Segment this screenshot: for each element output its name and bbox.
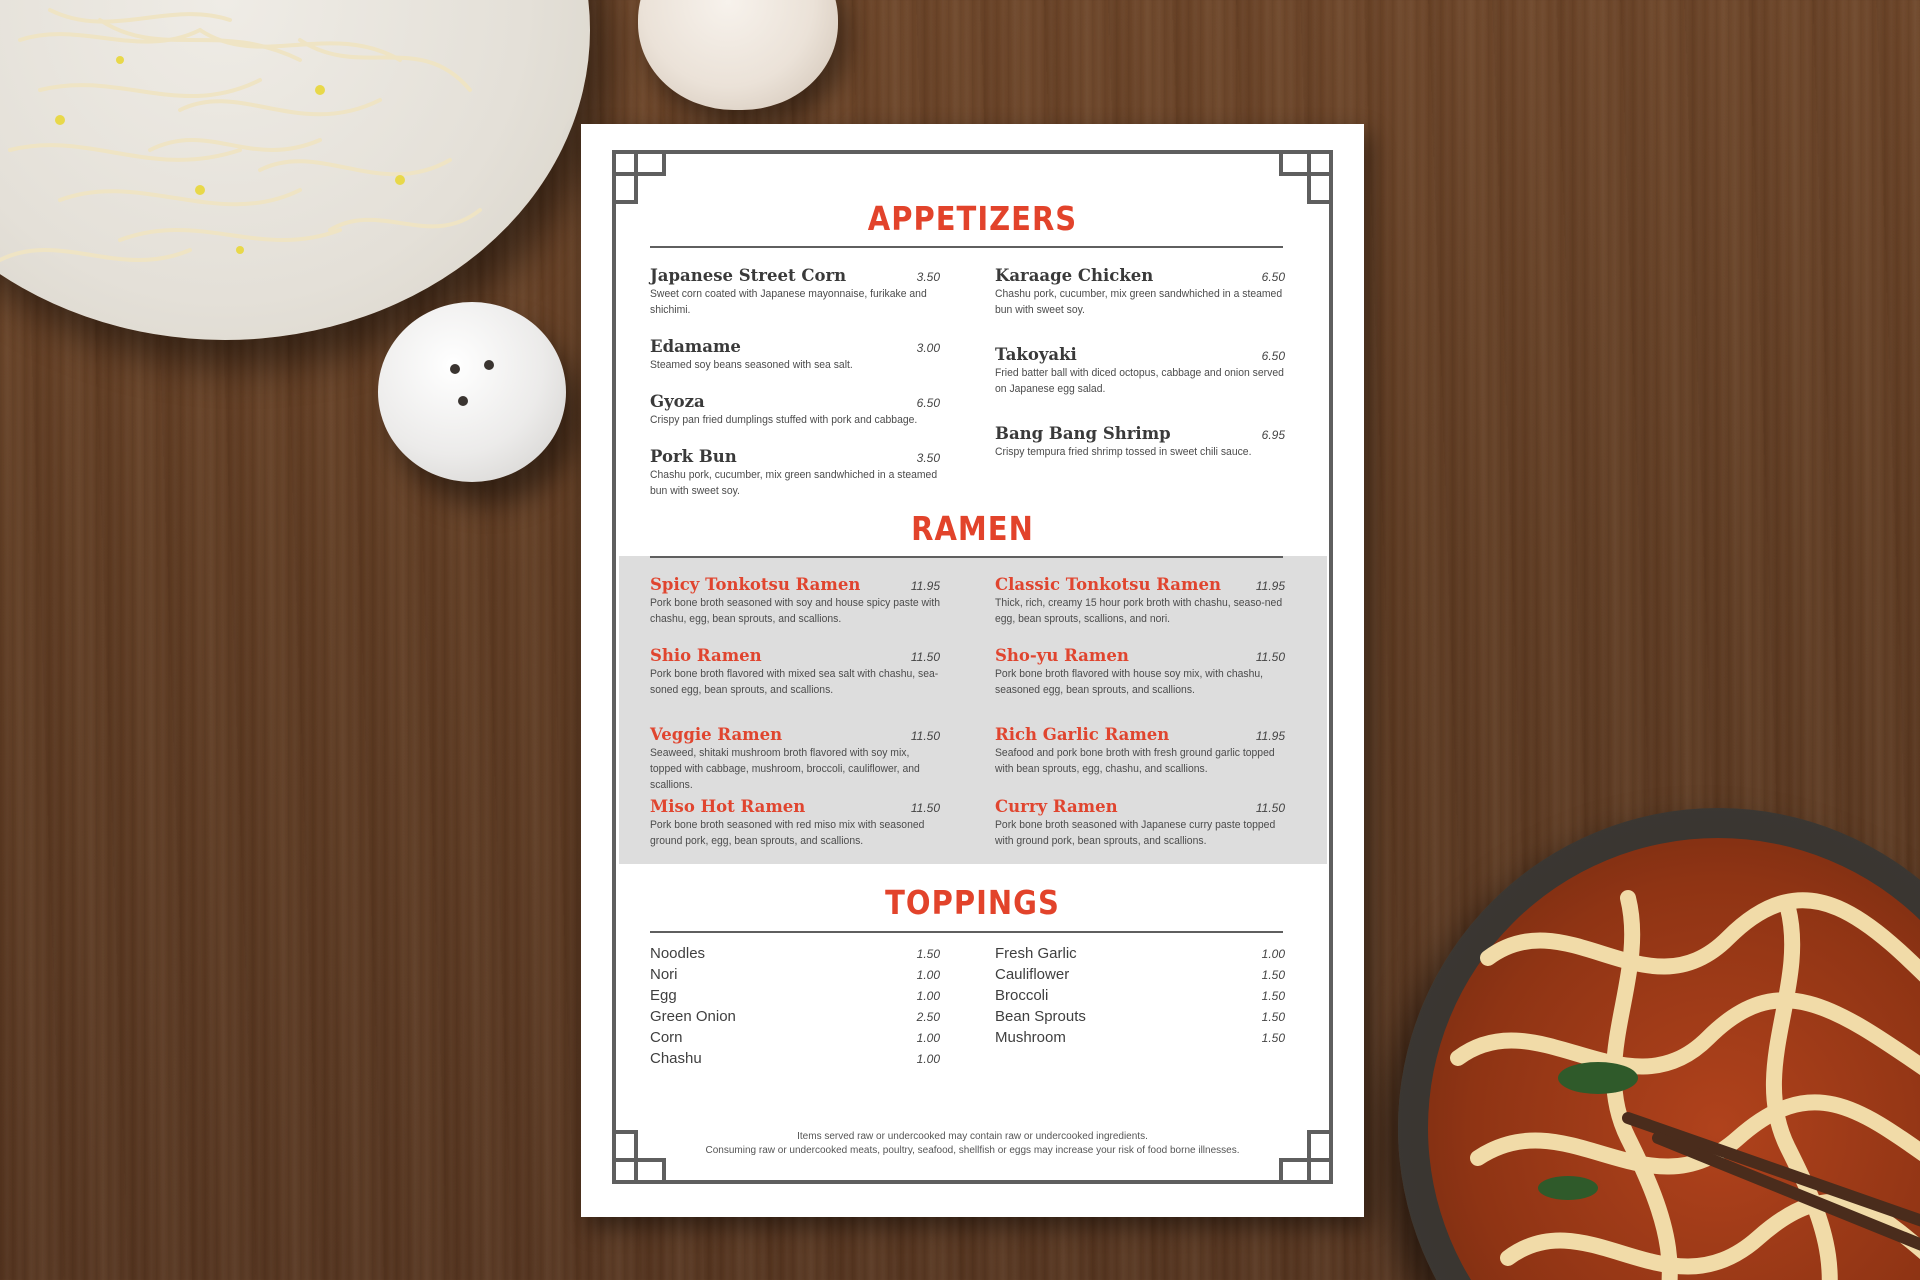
item-description: Crispy pan fried dumplings stuffed with pork and cabbage. [650, 414, 918, 426]
topping-row [995, 945, 1285, 965]
topping-row [650, 966, 940, 986]
item-name: Sho-yu Ramen [995, 646, 1129, 665]
item-description: Pork bone broth seasoned with soy and house spicy paste with chashu, egg, bean sprouts, and scallions. [650, 597, 941, 625]
item-description: Crispy tempura fried shrimp tossed in sweet chili sauce. [995, 446, 1252, 458]
salt-shaker [378, 302, 566, 482]
item-description: Chashu pork, cucumber, mix green sandwhiched in a steamed bun with sweet soy. [650, 469, 938, 497]
item-name: Japanese Street Corn [650, 266, 847, 285]
item-name: Karaage Chicken [995, 266, 1154, 285]
topping-price: 1.00 [1261, 947, 1285, 961]
item-description: Thick, rich, creamy 15 hour pork broth with chashu, seaso-ned egg, bean sprouts, scallions, and nori. [995, 597, 1283, 625]
appetizers-heading: APPETIZERS [867, 199, 1078, 239]
item-price: 3.50 [916, 451, 940, 465]
item-name: Gyoza [650, 392, 705, 411]
item-price: 6.50 [1261, 349, 1285, 363]
topping-price: 1.50 [1261, 968, 1285, 982]
topping-name: Noodles [650, 945, 706, 962]
topping-name: Green Onion [650, 1008, 736, 1025]
item-price: 11.95 [1255, 729, 1285, 743]
topping-name: Nori [650, 966, 678, 983]
disclaimer-line-1: Items served raw or undercooked may contain raw or undercooked ingredients. [797, 1131, 1148, 1142]
topping-row [650, 945, 940, 965]
topping-row [995, 966, 1285, 986]
topping-price: 1.00 [916, 968, 940, 982]
topping-price: 1.00 [916, 1052, 940, 1066]
disclaimer-line-2: Consuming raw or undercooked meats, poultry, seafood, shellfish or eggs may increase your risk of food borne illnesses. [705, 1145, 1240, 1156]
item-name: Spicy Tonkotsu Ramen [650, 575, 861, 594]
topping-price: 1.50 [1261, 989, 1285, 1003]
topping-price: 1.50 [1261, 1010, 1285, 1024]
item-price: 6.95 [1261, 428, 1285, 442]
topping-name: Fresh Garlic [995, 945, 1077, 962]
item-name: Pork Bun [650, 447, 737, 466]
item-name: Curry Ramen [995, 797, 1118, 816]
item-description: Pork bone broth seasoned with red miso mix with seasoned ground pork, egg, bean sprouts, and scallions. [650, 819, 925, 847]
topping-price: 1.50 [916, 947, 940, 961]
item-price: 11.50 [910, 801, 940, 815]
topping-row [650, 1008, 940, 1028]
item-name: Miso Hot Ramen [650, 797, 806, 816]
topping-row [995, 1029, 1285, 1049]
topping-row [995, 1008, 1285, 1028]
item-description: Pork bone broth flavored with house soy mix, with chashu, seasoned egg, bean sprouts, and scallions. [995, 668, 1264, 696]
item-name: Edamame [650, 337, 741, 356]
item-description: Sweet corn coated with Japanese mayonnaise, furikake and shichimi. [650, 288, 927, 316]
bean-sprouts [0, 0, 560, 300]
item-price: 11.50 [1255, 801, 1285, 815]
item-price: 11.95 [1255, 579, 1285, 593]
topping-name: Chashu [650, 1050, 702, 1067]
topping-row [650, 987, 940, 1007]
item-price: 11.50 [1255, 650, 1285, 664]
topping-price: 1.00 [916, 1031, 940, 1045]
topping-name: Corn [650, 1029, 683, 1046]
ramen-rule [650, 556, 1283, 558]
item-description: Seaweed, shitaki mushroom broth flavored with soy mix, topped with cabbage, mushroom, broccoli, cauliflower, and scallions. [650, 747, 920, 791]
item-name: Takoyaki [995, 345, 1077, 364]
item-price: 6.50 [916, 396, 940, 410]
ramen-heading: RAMEN [911, 509, 1034, 549]
topping-row [650, 1050, 940, 1070]
item-price: 3.50 [916, 270, 940, 284]
item-price: 11.50 [910, 650, 940, 664]
menu-sheet [581, 124, 1364, 1217]
topping-name: Broccoli [995, 987, 1049, 1004]
topping-price: 1.00 [916, 989, 940, 1003]
topping-name: Egg [650, 987, 677, 1004]
item-price: 6.50 [1261, 270, 1285, 284]
item-price: 3.00 [916, 341, 940, 355]
topping-name: Cauliflower [995, 966, 1070, 983]
toppings-heading: TOPPINGS [885, 883, 1060, 923]
item-name: Shio Ramen [650, 646, 762, 665]
item-description: Pork bone broth seasoned with Japanese curry paste topped with ground pork, bean sprouts, and scallions. [995, 819, 1276, 847]
item-name: Veggie Ramen [650, 725, 783, 744]
item-name: Bang Bang Shrimp [995, 424, 1171, 443]
allergen-disclaimer [650, 1130, 1295, 1158]
topping-row [650, 1029, 940, 1049]
topping-price: 1.50 [1261, 1031, 1285, 1045]
topping-name: Bean Sprouts [995, 1008, 1086, 1025]
topping-price: 2.50 [916, 1010, 940, 1024]
noodles [1428, 838, 1920, 1280]
appetizers-rule [650, 246, 1283, 248]
topping-name: Mushroom [995, 1029, 1066, 1046]
item-description: Fried batter ball with diced octopus, cabbage and onion served on Japanese egg salad. [995, 367, 1284, 395]
item-description: Steamed soy beans seasoned with sea salt. [650, 359, 853, 371]
topping-row [995, 987, 1285, 1007]
item-price: 11.95 [910, 579, 940, 593]
item-description: Pork bone broth flavored with mixed sea salt with chashu, sea-soned egg, bean sprouts, and scallions. [650, 668, 939, 696]
item-description: Chashu pork, cucumber, mix green sandwhiched in a steamed bun with sweet soy. [995, 288, 1283, 316]
garlic-bulb [638, 0, 838, 110]
item-name: Classic Tonkotsu Ramen [995, 575, 1221, 594]
item-description: Seafood and pork bone broth with fresh ground garlic topped with bean sprouts, egg, chashu, and scallions. [995, 747, 1275, 775]
item-price: 11.50 [910, 729, 940, 743]
toppings-rule [650, 931, 1283, 933]
item-name: Rich Garlic Ramen [995, 725, 1170, 744]
